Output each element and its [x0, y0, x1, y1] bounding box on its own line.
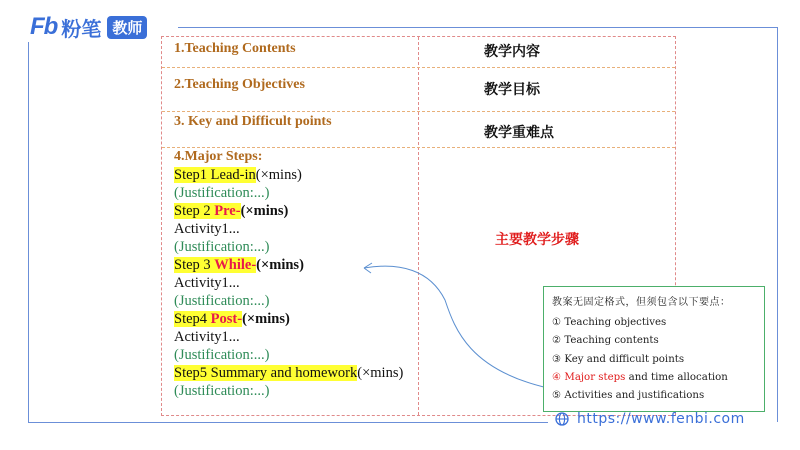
step-3-time: (×mins): [256, 257, 304, 273]
row-teaching-contents-cn: 教学内容: [484, 44, 540, 60]
logo-name: 粉笔: [61, 16, 102, 41]
row-teaching-contents: 1.Teaching Contents: [174, 41, 296, 56]
logo-badge: 教师: [107, 16, 147, 39]
note-item: ⑤ Activities and justifications: [552, 390, 705, 402]
step-4-time: (×mins): [242, 311, 290, 327]
major-steps-cn: 主要教学步骤: [495, 232, 579, 248]
step-5-label: Step5 Summary and homework: [174, 365, 358, 381]
step-3-phase: While-: [214, 257, 257, 273]
justification: (Justification:...): [174, 383, 270, 399]
step-2-phase: Pre-: [214, 203, 241, 219]
justification: (Justification:...): [174, 239, 270, 255]
note-item: ① Teaching objectives: [552, 317, 667, 328]
step-3-label: Step 3 While-: [174, 257, 257, 273]
step-5-time: (×mins): [357, 365, 404, 381]
justification: (Justification:...): [174, 185, 270, 201]
row-teaching-objectives: 2.Teaching Objectives: [174, 77, 305, 92]
note-item: ② Teaching contents: [552, 335, 659, 347]
logo-mark: Fb: [30, 13, 58, 40]
note-title: 教案无固定格式，但须包含以下要点：: [552, 297, 731, 308]
step-1-time: (×mins): [255, 167, 302, 183]
step-2-label: Step 2 Pre-: [174, 203, 241, 219]
globe-icon: [555, 412, 569, 426]
justification: (Justification:...): [174, 293, 270, 309]
step-2-time: (×mins): [240, 203, 289, 219]
row-teaching-objectives-cn: 教学目标: [484, 82, 540, 98]
row-key-difficult-points: 3. Key and Difficult points: [174, 114, 332, 129]
major-steps-title: 4.Major Steps:: [174, 149, 263, 164]
note-item: ④ Major steps and time allocation: [552, 371, 728, 383]
row-key-difficult-points-cn: 教学重难点: [484, 125, 554, 141]
url-text: https://www.fenbi.com: [577, 411, 745, 427]
note-item: ③ Key and difficult points: [552, 353, 685, 365]
activity: Activity1...: [174, 329, 240, 345]
step-1-label: Step1 Lead-in: [174, 167, 256, 183]
justification: (Justification:...): [174, 347, 270, 363]
step-4-label: Step4 Post-: [174, 311, 243, 327]
website-url[interactable]: [555, 411, 745, 427]
activity: Activity1...: [174, 275, 240, 291]
activity: Activity1...: [174, 221, 240, 237]
step-4-phase: Post-: [210, 311, 243, 327]
lesson-plan-requirements-note: [543, 286, 765, 412]
